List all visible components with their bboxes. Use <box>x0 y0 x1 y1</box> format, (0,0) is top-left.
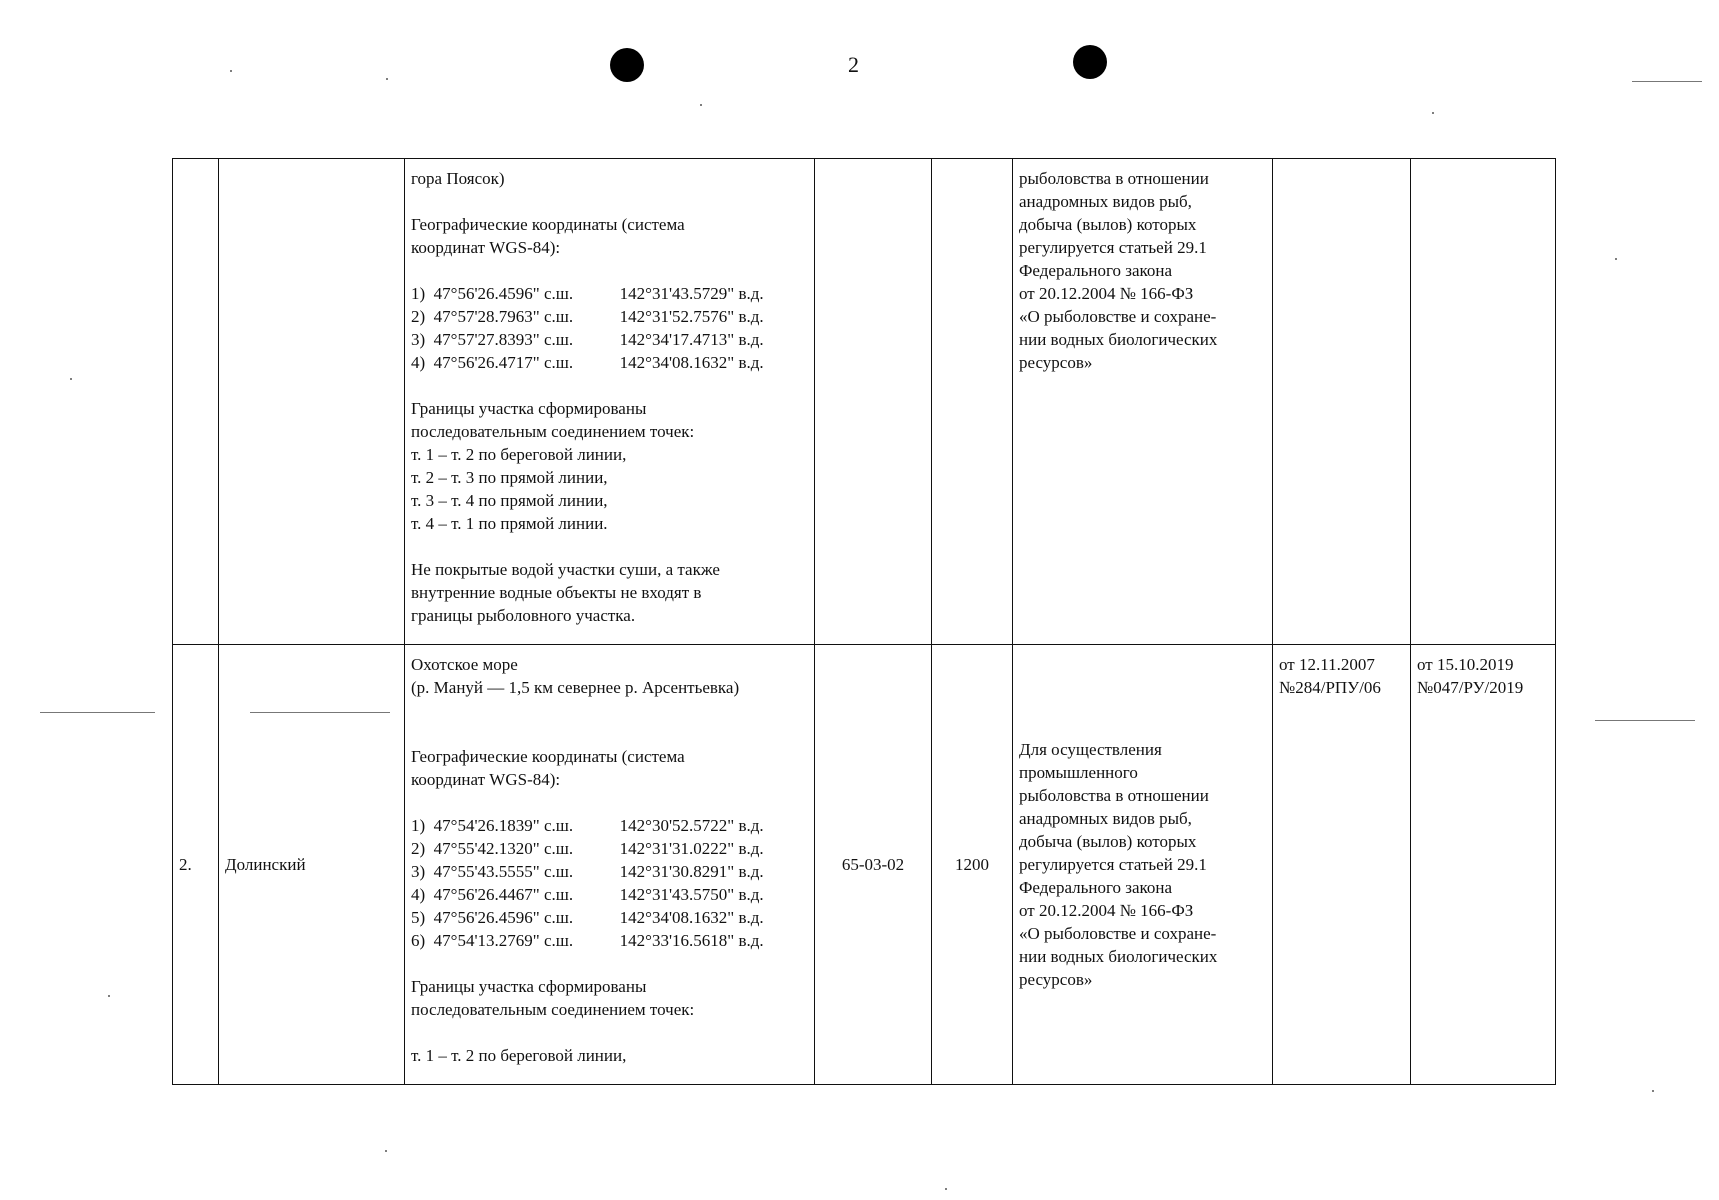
purpose-line: добыча (вылов) которых <box>1019 215 1197 234</box>
purpose-cell <box>1013 645 1273 1085</box>
note-line: Не покрытые водой участки суши, а также <box>411 560 720 579</box>
purpose-line: анадромных видов рыб, <box>1019 192 1192 211</box>
scan-speck <box>1652 1090 1654 1092</box>
purpose-line: регулируется статьей 29.1 <box>1019 855 1207 874</box>
coordinate-line: 2) 47°57'28.7963" с.ш. 142°31'52.7576" в.д. <box>411 307 764 326</box>
bounds-line: т. 3 – т. 4 по прямой линии, <box>411 491 608 510</box>
coordinate-line: 6) 47°54'13.2769" с.ш. 142°33'16.5618" в.д. <box>411 931 764 950</box>
purpose-line: добыча (вылов) которых <box>1019 832 1197 851</box>
purpose-line: нии водных биологических <box>1019 330 1218 349</box>
table-row <box>173 645 1556 1085</box>
coordinates-title: координат WGS-84): <box>411 770 561 789</box>
bounds-title: последовательным соединением точек: <box>411 422 695 441</box>
coordinate-line: 5) 47°56'26.4596" с.ш. 142°34'08.1632" в.д. <box>411 908 764 927</box>
location-line: (р. Мануй — 1,5 км севернее р. Арсентьевка) <box>411 678 740 697</box>
scan-speck <box>70 378 72 380</box>
coordinates-title: Географические координаты (система <box>411 747 685 766</box>
area-code-cell <box>815 159 932 645</box>
coordinate-line: 3) 47°57'27.8393" с.ш. 142°34'17.4713" в.д. <box>411 330 764 349</box>
contract-date: от 12.11.2007 <box>1279 655 1375 674</box>
coordinate-line: 4) 47°56'26.4717" с.ш. 142°34'08.1632" в.д. <box>411 353 764 372</box>
area-name-cell: Долинский <box>219 645 405 1085</box>
purpose-line: от 20.12.2004 № 166-ФЗ <box>1019 284 1194 303</box>
scan-line <box>1632 81 1702 82</box>
area-code-cell: 65-03-02 <box>815 645 932 1085</box>
row-number-cell <box>173 159 219 645</box>
coordinate-line: 1) 47°56'26.4596" с.ш. 142°31'43.5729" в.д. <box>411 284 764 303</box>
coordinate-line: 3) 47°55'43.5555" с.ш. 142°31'30.8291" в.д. <box>411 862 764 881</box>
area-size-cell <box>932 159 1013 645</box>
coordinate-line: 2) 47°55'42.1320" с.ш. 142°31'31.0222" в.д. <box>411 839 764 858</box>
note-line: границы рыболовного участка. <box>411 606 636 625</box>
bounds-line: т. 1 – т. 2 по береговой линии, <box>411 1046 627 1065</box>
purpose-line: промышленного <box>1019 763 1138 782</box>
purpose-line: рыболовства в отношении <box>1019 169 1209 188</box>
purpose-line: «О рыболовстве и сохране- <box>1019 307 1217 326</box>
bounds-line: т. 4 – т. 1 по прямой линии. <box>411 514 608 533</box>
agreement-cell <box>1411 645 1556 1085</box>
fishing-areas-table <box>172 158 1556 1085</box>
scan-speck <box>945 1188 947 1190</box>
contract-cell <box>1273 159 1411 645</box>
contract-cell <box>1273 645 1411 1085</box>
purpose-cell <box>1013 159 1273 645</box>
scan-speck <box>386 78 388 80</box>
agreement-cell <box>1411 159 1556 645</box>
coordinates-title: координат WGS-84): <box>411 238 561 257</box>
scan-speck <box>385 1150 387 1152</box>
scan-line <box>40 712 155 713</box>
location-line: Охотское море <box>411 655 518 674</box>
location-line: гора Поясок) <box>411 169 505 188</box>
scan-speck <box>1615 258 1617 260</box>
scan-line <box>1595 720 1695 721</box>
scan-speck <box>230 70 232 72</box>
bounds-title: последовательным соединением точек: <box>411 1000 695 1019</box>
bounds-line: т. 2 – т. 3 по прямой линии, <box>411 468 608 487</box>
area-name-cell <box>219 159 405 645</box>
scan-speck <box>1432 112 1434 114</box>
purpose-line: ресурсов» <box>1019 353 1093 372</box>
row-number-cell: 2. <box>173 645 219 1085</box>
scan-speck <box>700 104 702 106</box>
purpose-line: от 20.12.2004 № 166-ФЗ <box>1019 901 1194 920</box>
scan-speck <box>108 995 110 997</box>
area-description-cell <box>405 159 815 645</box>
agreement-date: от 15.10.2019 <box>1417 655 1514 674</box>
purpose-line: Для осуществления <box>1019 740 1162 759</box>
purpose-line: Федерального закона <box>1019 261 1173 280</box>
coordinate-line: 4) 47°56'26.4467" с.ш. 142°31'43.5750" в.д. <box>411 885 764 904</box>
area-description-cell <box>405 645 815 1085</box>
contract-number: №284/РПУ/06 <box>1279 678 1381 697</box>
purpose-line: рыболовства в отношении <box>1019 786 1209 805</box>
purpose-line: «О рыболовстве и сохране- <box>1019 924 1217 943</box>
bounds-line: т. 1 – т. 2 по береговой линии, <box>411 445 627 464</box>
purpose-line: ресурсов» <box>1019 970 1093 989</box>
agreement-number: №047/РУ/2019 <box>1417 678 1524 697</box>
page-number: 2 <box>848 52 859 77</box>
coordinates-title: Географические координаты (система <box>411 215 685 234</box>
punch-hole-left <box>610 48 644 82</box>
purpose-line: нии водных биологических <box>1019 947 1218 966</box>
table-row <box>173 159 1556 645</box>
purpose-line: анадромных видов рыб, <box>1019 809 1192 828</box>
purpose-line: Федерального закона <box>1019 878 1173 897</box>
coordinate-line: 1) 47°54'26.1839" с.ш. 142°30'52.5722" в.д. <box>411 816 764 835</box>
bounds-title: Границы участка сформированы <box>411 399 647 418</box>
punch-hole-right <box>1073 45 1107 79</box>
area-size-cell: 1200 <box>932 645 1013 1085</box>
bounds-title: Границы участка сформированы <box>411 977 647 996</box>
note-line: внутренние водные объекты не входят в <box>411 583 702 602</box>
purpose-line: регулируется статьей 29.1 <box>1019 238 1207 257</box>
